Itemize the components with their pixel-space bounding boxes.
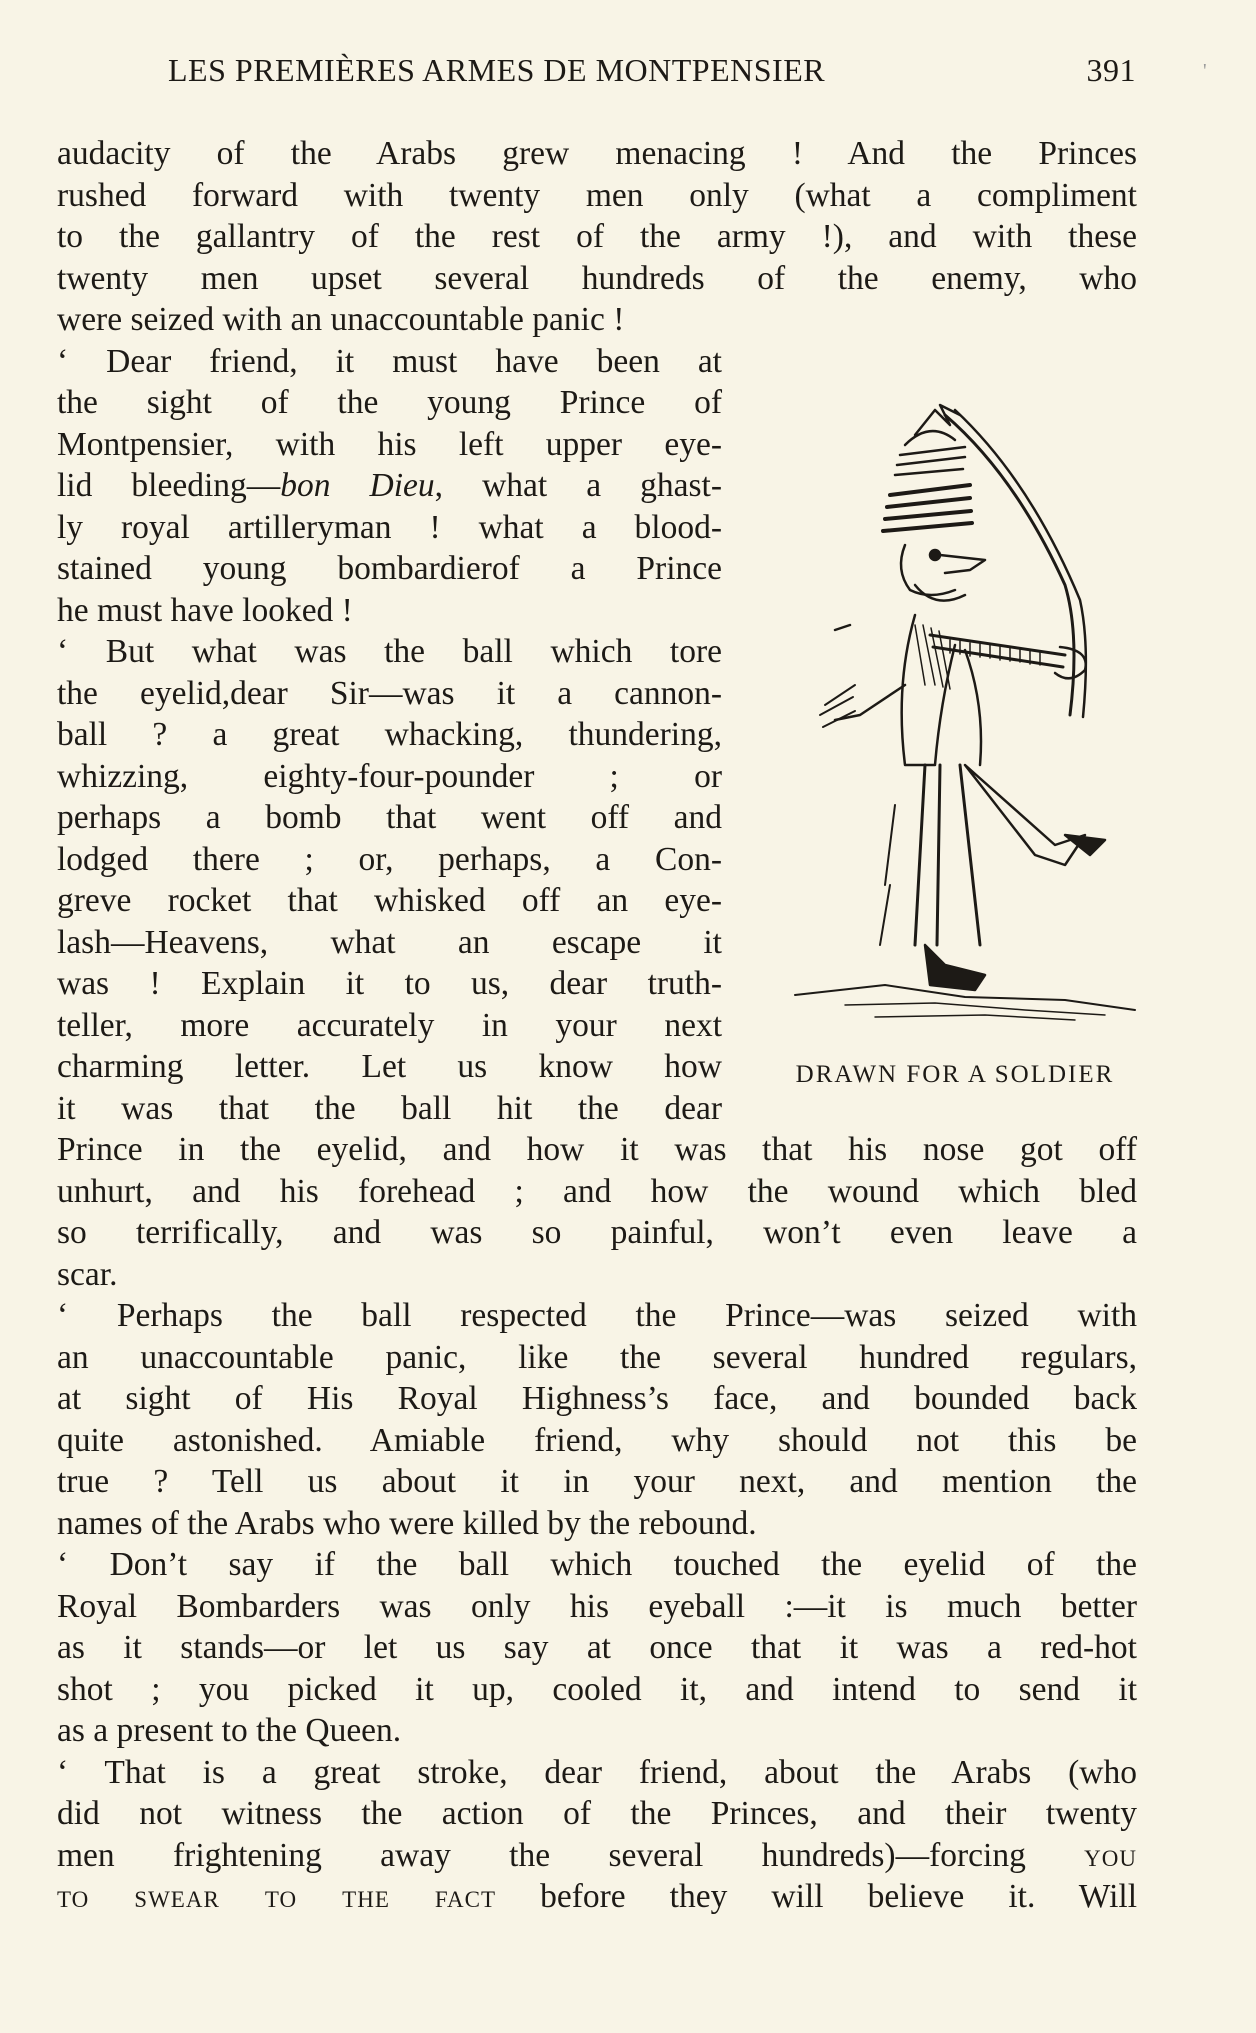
text-line xyxy=(57,1835,1137,1877)
text-line: ‘ Dear friend, it must have been at xyxy=(57,343,722,380)
text-line: unhurt, and his forehead ; and how the wound which bled xyxy=(57,1173,1137,1210)
text-run: men frightening away the several hundreds)—forcing xyxy=(57,1837,1085,1874)
text-line xyxy=(57,465,722,507)
figure-caption: DRAWN FOR A SOLDIER xyxy=(795,1061,1115,1088)
text-line: stained young bombardierof a Prince xyxy=(57,550,722,587)
text-line: was ! Explain it to us, dear truth- xyxy=(57,965,722,1002)
text-line: teller, more accurately in your next xyxy=(57,1007,722,1044)
text-line: rushed forward with twenty men only (what a compliment xyxy=(57,177,1137,214)
soldier-illustration xyxy=(765,385,1145,1045)
italic-phrase: bon Dieu xyxy=(280,467,435,504)
text-line: twenty men upset several hundreds of the enemy, who xyxy=(57,260,1137,297)
text-line: true ? Tell us about it in your next, and mention the xyxy=(57,1463,1137,1500)
text-line: lodged there ; or, perhaps, a Con- xyxy=(57,841,722,878)
text-line: an unaccountable panic, like the several hundred regulars, xyxy=(57,1339,1137,1376)
text-line xyxy=(57,1876,1137,1918)
text-line: names of the Arabs who were killed by the rebound. xyxy=(57,1505,757,1542)
text-line: ball ? a great whacking, thundering, xyxy=(57,716,722,753)
text-line: lash—Heavens, what an escape it xyxy=(57,924,722,961)
small-caps-phrase: you xyxy=(1084,1837,1137,1874)
text-line: ‘ That is a great stroke, dear friend, about the Arabs (who xyxy=(57,1754,1137,1791)
text-line: ‘ Don’t say if the ball which touched the eyelid of the xyxy=(57,1546,1137,1583)
text-line: as a present to the Queen. xyxy=(57,1712,402,1749)
small-caps-phrase: to swear to the fact xyxy=(57,1878,497,1915)
text-line: scar. xyxy=(57,1256,118,1293)
text-line: as it stands—or let us say at once that it was a red-hot xyxy=(57,1629,1137,1666)
text-line: quite astonished. Amiable friend, why should not this be xyxy=(57,1422,1137,1459)
text-line: so terrifically, and was so painful, won’t even leave a xyxy=(57,1214,1137,1251)
text-line: ly royal artilleryman ! what a blood- xyxy=(57,509,722,546)
running-title: LES PREMIÈRES ARMES DE MONTPENSIER xyxy=(168,52,826,88)
text-line: the sight of the young Prince of xyxy=(57,384,722,421)
text-line: audacity of the Arabs grew menacing ! And the Princes xyxy=(57,135,1137,172)
page-number: 391 xyxy=(1086,52,1136,88)
text-run: , what a ghast- xyxy=(434,467,723,504)
text-line: it was that the ball hit the dear xyxy=(57,1090,722,1127)
text-line: the eyelid,dear Sir—was it a cannon- xyxy=(57,675,722,712)
text-line: charming letter. Let us know how xyxy=(57,1048,722,1085)
text-line: did not witness the action of the Princes, and their twenty xyxy=(57,1795,1137,1832)
text-line: whizzing, eighty-four-pounder ; or xyxy=(57,758,722,795)
text-line: greve rocket that whisked off an eye- xyxy=(57,882,722,919)
margin-mark: ' xyxy=(1203,60,1207,82)
text-line: perhaps a bomb that went off and xyxy=(57,799,722,836)
text-line: he must have looked ! xyxy=(57,592,353,629)
text-line: ‘ But what was the ball which tore xyxy=(57,633,722,670)
text-line: to the gallantry of the rest of the army !), and with these xyxy=(57,218,1137,255)
text-line: Royal Bombarders was only his eyeball :—it is much better xyxy=(57,1588,1137,1625)
text-line: at sight of His Royal Highness’s face, and bounded back xyxy=(57,1380,1137,1417)
text-line: shot ; you picked it up, cooled it, and intend to send it xyxy=(57,1671,1137,1708)
text-run: lid bleeding— xyxy=(57,467,281,504)
text-line: Prince in the eyelid, and how it was that his nose got off xyxy=(57,1131,1137,1168)
text-line: Montpensier, with his left upper eye- xyxy=(57,426,722,463)
text-line: ‘ Perhaps the ball respected the Prince—was seized with xyxy=(57,1297,1137,1334)
text-run: before they will believe it. Will xyxy=(496,1878,1137,1915)
text-line: were seized with an unaccountable panic ! xyxy=(57,301,625,338)
